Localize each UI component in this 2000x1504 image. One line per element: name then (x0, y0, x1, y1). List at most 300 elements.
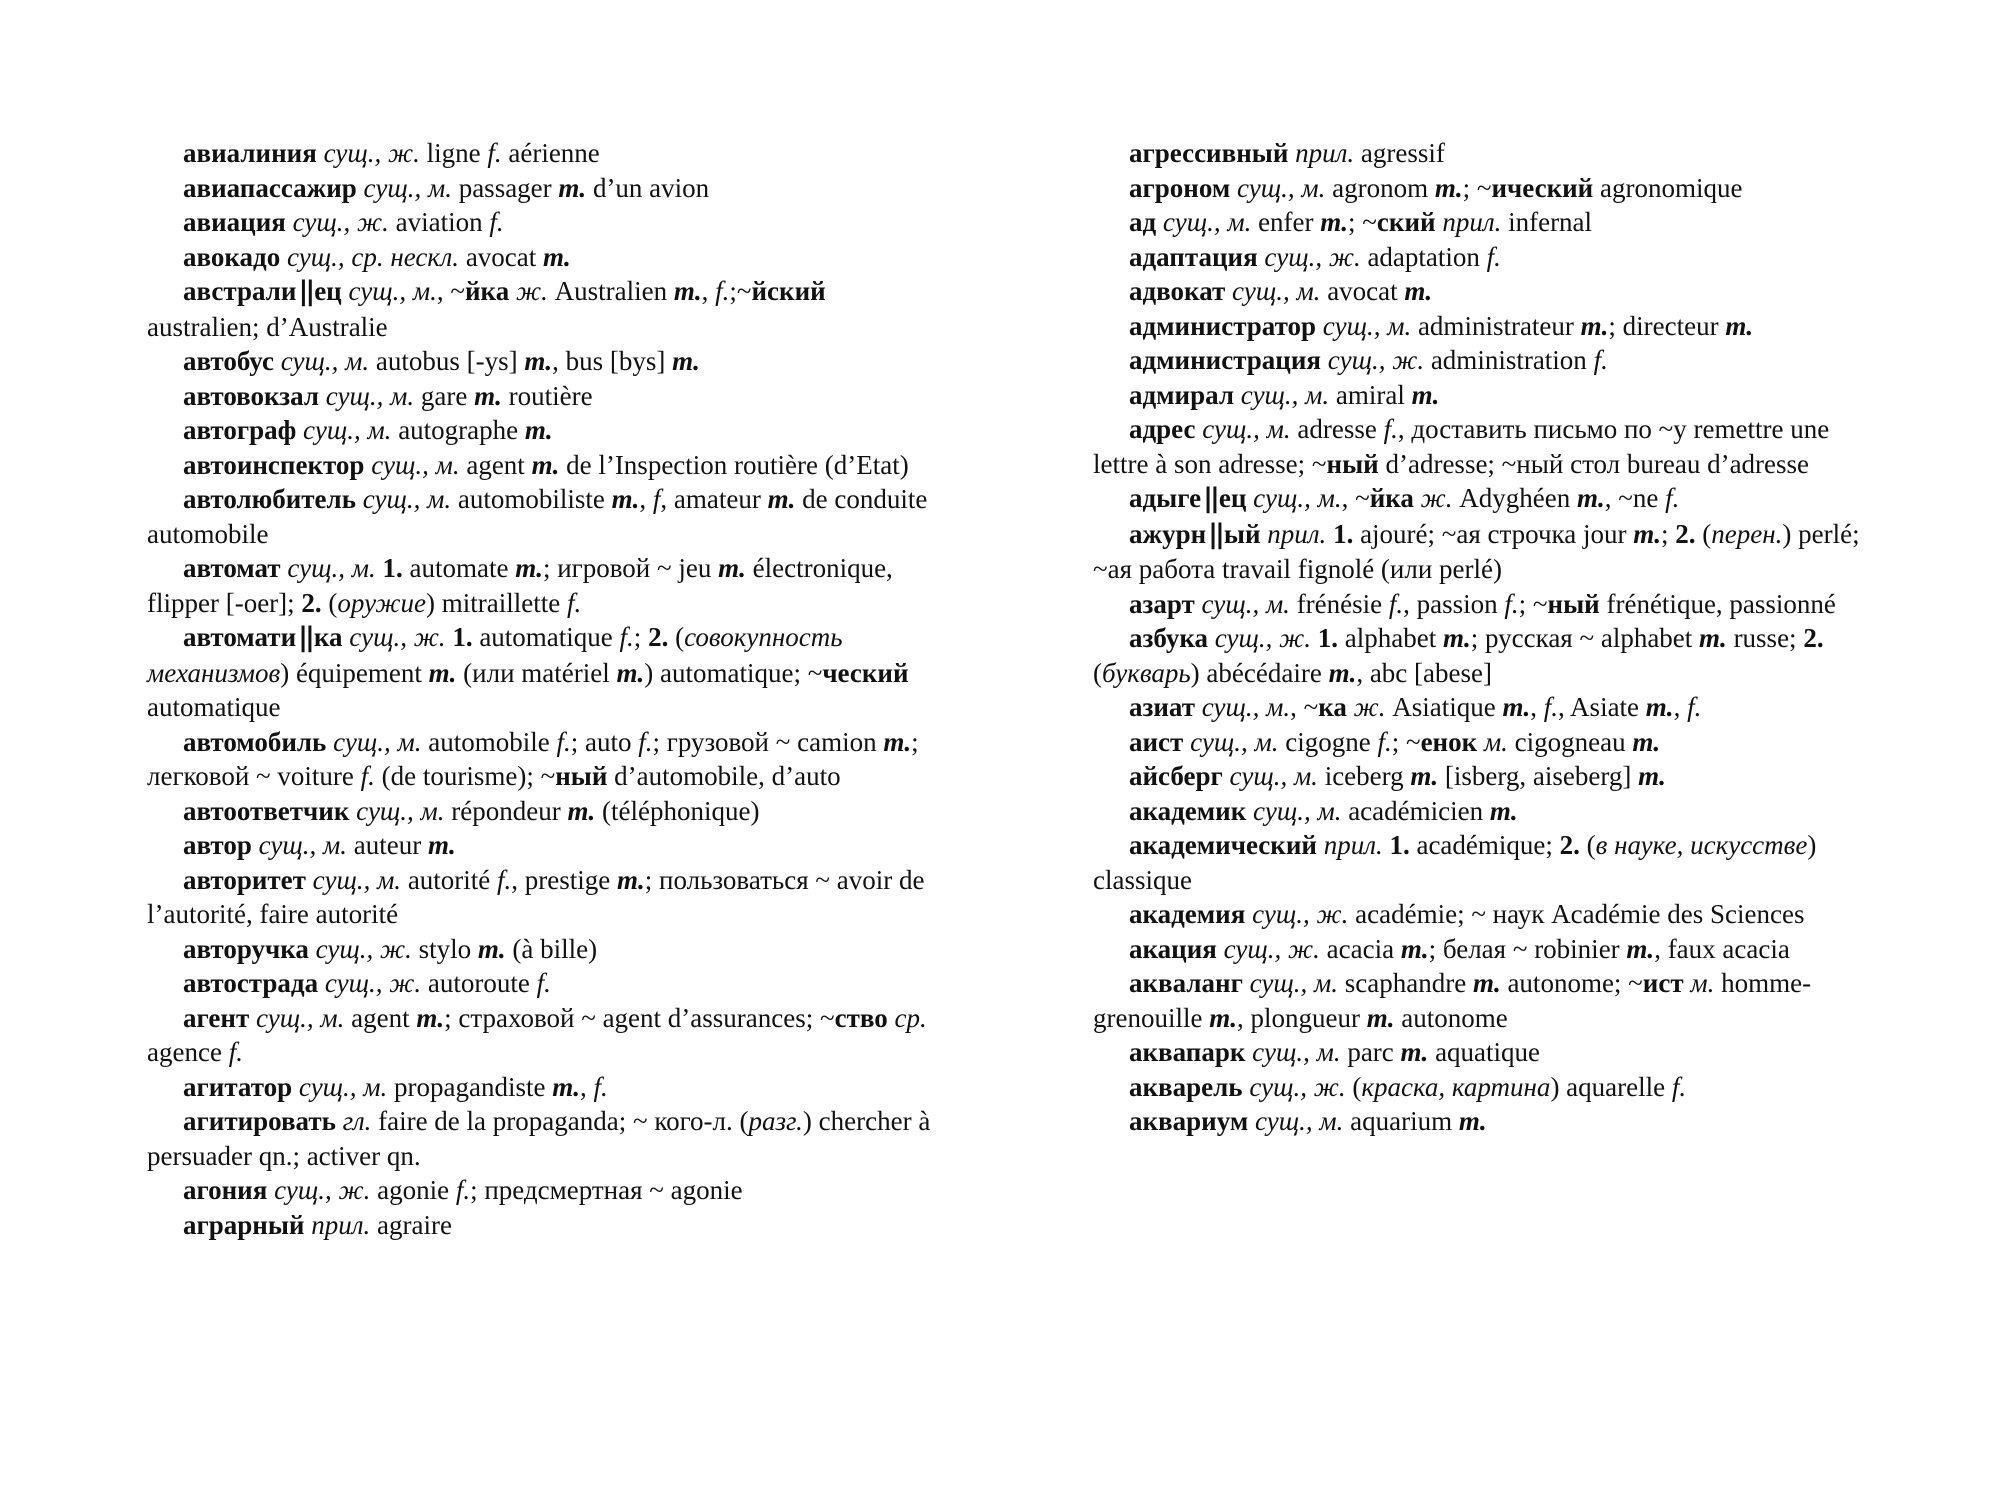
entry-text: ) aquarelle (1550, 1071, 1672, 1102)
entry-text: automatique (472, 622, 620, 652)
entry-text: прил. (1442, 207, 1502, 237)
entry-text: agronomique (1593, 172, 1743, 203)
entry-text: || (298, 622, 312, 653)
entry-text: сущ., м. (1249, 968, 1338, 998)
entry-text: m. (1366, 1002, 1395, 1033)
entry-text: енок (1420, 726, 1478, 757)
entry-text: сущ., ж. (1249, 1071, 1346, 1102)
entry-text: m. (1472, 968, 1501, 998)
entry-text (319, 381, 326, 411)
entry-text: гл. (342, 1106, 372, 1136)
entry-text (1311, 623, 1318, 653)
entry-text: ист (1642, 968, 1684, 998)
entry-text: m. (1400, 1037, 1429, 1067)
entry-text: académicien (1341, 795, 1490, 826)
entry-text: f. (638, 726, 653, 757)
dictionary-entry (147, 1173, 937, 1208)
headword: аквариум (1129, 1106, 1249, 1136)
entry-text: répondeur (444, 795, 568, 826)
entry-text: propagandiste (387, 1071, 553, 1102)
entry-text: ( (1695, 518, 1712, 549)
entry-text (280, 242, 287, 272)
entry-text: de l’Inspection routière (d’Etat) (559, 449, 909, 480)
entry-text: m. (1577, 483, 1605, 513)
dictionary-entry (147, 482, 937, 551)
dictionary-entry (147, 725, 937, 794)
entry-text: autorité (401, 864, 498, 895)
entry-text (1477, 727, 1484, 757)
entry-text: (à bille) (505, 933, 598, 964)
entry-text: passager (451, 172, 559, 203)
entry-text: agressif (1354, 138, 1445, 168)
entry-text: сущ., м. (1162, 207, 1252, 237)
entry-text: f. (497, 864, 512, 895)
entry-text: , amateur (660, 484, 768, 514)
entry-text: m. (1489, 795, 1518, 826)
entry-text: сущ., ж. (274, 1175, 371, 1205)
entry-text: ка (313, 622, 343, 652)
headword: акваланг (1129, 968, 1243, 998)
entry-text: f. (1687, 692, 1702, 722)
entry-text: f. (1671, 1071, 1687, 1102)
entry-text: f. (1377, 726, 1392, 757)
entry-text: сущ., м. (363, 172, 452, 203)
entry-text (336, 1106, 343, 1136)
entry-text: , доставить письмо по ~у remettre une lettre à son adresse; ~ (1093, 414, 1830, 479)
entry-text (1321, 345, 1328, 375)
entry-text: administration (1424, 345, 1594, 375)
entry-text (286, 207, 293, 237)
entry-text: , abc [abese] (1356, 657, 1492, 688)
entry-text: сущ., м. (1322, 310, 1412, 341)
entry-text: [isberg, aiseberg] (1438, 761, 1639, 791)
entry-text: ский (1376, 207, 1436, 237)
entry-text: , (1530, 692, 1544, 722)
headword: аист (1129, 726, 1184, 757)
entry-text: прил. (1295, 138, 1355, 168)
entry-text: autobus [-ys] (369, 346, 525, 376)
entry-text: ; игровой ~ jeu (542, 553, 719, 583)
entry-text: acacia (1319, 933, 1401, 964)
entry-text: ческий (822, 657, 909, 688)
entry-text: parc (1340, 1037, 1401, 1067)
entry-text: ец (314, 276, 342, 306)
entry-text: оружие (337, 587, 426, 618)
entry-text: f. (489, 207, 504, 237)
entry-text: сущ., м. (1253, 795, 1342, 826)
dictionary-entry (1093, 136, 1883, 171)
entry-text: сущ., м. (325, 380, 415, 411)
entry-text: f. (619, 622, 634, 652)
entry-text: ; пользоваться ~ avoir de l’autorité, faire autorité (147, 864, 925, 929)
entry-text: m. (524, 346, 553, 376)
entry-text: ; русская ~ alphabet (1470, 623, 1700, 653)
entry-text: m. (1400, 933, 1429, 964)
entry-text: сущ., м. (1236, 172, 1326, 203)
dictionary-entry (147, 240, 937, 275)
entry-text: m. (672, 346, 700, 376)
entry-text: f. (1388, 588, 1404, 619)
entry-text: ( (1093, 657, 1102, 688)
entry-text: m. (474, 380, 502, 411)
entry-text: m. (1328, 657, 1357, 688)
entry-text: australien; d’Australie (147, 311, 388, 342)
dictionary-entry (147, 136, 937, 171)
dictionary-entry (1093, 274, 1883, 309)
entry-text (1208, 623, 1215, 653)
entry-text: сущ., ж. (315, 933, 412, 964)
entry-text: сущ., ж. (292, 207, 389, 237)
headword: автомат (183, 553, 281, 583)
entry-text: m. (1725, 310, 1754, 341)
entry-text: m. (1632, 726, 1661, 757)
entry-text: ный (1326, 448, 1379, 479)
entry-text: ajouré; ~ая строчка jour (1353, 518, 1634, 549)
headword: авторитет (183, 864, 306, 895)
dictionary-entry (1093, 690, 1883, 725)
entry-text (309, 934, 316, 964)
entry-text (1234, 380, 1241, 410)
entry-text: avocat (1320, 276, 1405, 306)
entry-text: сущ., ср. нескл. (286, 241, 460, 272)
entry-text: сущ., м. (1253, 483, 1342, 513)
entry-text (252, 830, 259, 860)
entry-text: , plongueur (1236, 1002, 1367, 1033)
entry-text: сущ., м. (371, 449, 460, 480)
headword: аквапарк (1129, 1037, 1246, 1067)
entry-text: , ~ne (1604, 483, 1666, 513)
dictionary-entry (147, 171, 937, 206)
entry-text: сущ., ж. (1252, 899, 1349, 929)
entry-text: agonie (370, 1175, 456, 1205)
entry-text: agent (459, 449, 532, 480)
headword: агент (183, 1002, 250, 1033)
dictionary-entry (147, 448, 937, 483)
entry-text: routière (501, 380, 593, 411)
headword: администрация (1129, 345, 1322, 375)
entry-text: m. (552, 1071, 581, 1102)
entry-text: m. (1580, 310, 1609, 341)
entry-text: m. (1209, 1002, 1237, 1033)
entry-text: || (1203, 483, 1217, 514)
entry-text: m. (1645, 692, 1674, 722)
entry-text: сущ., м. (1229, 761, 1318, 791)
entry-text (317, 138, 324, 168)
entry-text (509, 276, 516, 306)
entry-text: ; ~ (1518, 588, 1548, 619)
entry-text: сущ., ж. (1223, 933, 1320, 964)
entry-text (318, 968, 325, 998)
dictionary-entry (1093, 828, 1883, 897)
entry-text: сущ., ж. (1214, 623, 1312, 653)
entry-text: 2. (301, 587, 322, 618)
entry-text (1195, 589, 1202, 619)
dictionary-entry (147, 794, 937, 829)
entry-text (1217, 934, 1224, 964)
entry-text: f. (566, 587, 582, 618)
entry-text: cigogne (1278, 726, 1378, 757)
entry-text: , (580, 1071, 594, 1102)
entry-text: adresse (1290, 414, 1384, 444)
entry-text: m. (1502, 692, 1531, 722)
entry-text: ( (321, 587, 338, 618)
dictionary-entry (1093, 205, 1883, 240)
left-column (147, 136, 937, 1242)
entry-text: avocat (459, 241, 544, 272)
entry-text: , (1673, 692, 1688, 722)
headword: акварель (1129, 1071, 1243, 1102)
entry-text: сущ., м. (1232, 276, 1321, 306)
right-column (1093, 136, 1883, 1139)
entry-text: сущ., м. (348, 276, 437, 306)
entry-text: , prestige (511, 864, 618, 895)
entry-text: сущ., м. (298, 1071, 388, 1102)
entry-text: f. (455, 1175, 471, 1205)
entry-text: autonome (1394, 1002, 1508, 1033)
entry-text (1230, 173, 1237, 203)
dictionary-entry (1093, 412, 1883, 481)
entry-text: f. (1504, 588, 1519, 619)
entry-text (249, 1003, 256, 1033)
headword: академический (1129, 830, 1317, 860)
entry-text: alphabet (1338, 623, 1443, 653)
entry-text (1317, 830, 1324, 860)
entry-text: в науке, искусстве (1595, 830, 1808, 860)
entry-text (1223, 761, 1230, 791)
entry-text: йский (751, 276, 826, 306)
headword: авторучка (183, 933, 309, 964)
dictionary-entry (1093, 1035, 1883, 1070)
entry-text: ; ~ (1391, 726, 1421, 757)
dictionary-entry (147, 828, 937, 863)
entry-text: сущ., м. (1240, 379, 1330, 410)
entry-text: f. (1665, 483, 1680, 513)
dictionary-entry (147, 863, 937, 932)
headword: адаптация (1129, 241, 1258, 272)
entry-text: , (639, 484, 653, 514)
dictionary-entry (1093, 1104, 1883, 1139)
entry-text: m. (428, 657, 457, 688)
entry-text: ( (668, 622, 685, 652)
headword: агония (183, 1175, 268, 1205)
entry-text: d’un avion (586, 172, 710, 203)
entry-text: agent (344, 1002, 417, 1033)
entry-text: сущ., м. (1201, 588, 1290, 619)
entry-text: ( (1345, 1071, 1362, 1102)
entry-text: 1. (1389, 830, 1410, 860)
entry-text: aquatique (1428, 1037, 1541, 1067)
entry-text: 2. (1559, 830, 1580, 860)
entry-text: , faux acacia (1654, 933, 1790, 964)
headword: автоинспектор (183, 449, 365, 480)
entry-text: ство (834, 1002, 888, 1033)
entry-text: d’automobile, d’auto (607, 761, 841, 791)
dictionary-entry (147, 344, 937, 379)
entry-text: ж. (1353, 692, 1386, 722)
headword: адыге (1129, 483, 1202, 513)
entry-text: ; ~ (1348, 207, 1377, 237)
entry-text: сущ., м. (258, 830, 347, 860)
entry-text: сущ., м. (362, 484, 452, 514)
entry-text: Australien (547, 276, 674, 306)
entry-text: сущ., ж. (1327, 345, 1425, 375)
entry-text: de conduite automobile (147, 484, 928, 549)
entry-text: сущ., м. (280, 346, 370, 376)
entry-text: agence (147, 1037, 229, 1067)
entry-text: , (701, 276, 716, 306)
entry-text: f (652, 484, 661, 514)
entry-text: ический (1491, 172, 1594, 203)
entry-text: 1. (1317, 623, 1339, 653)
entry-text: m. (1458, 1106, 1487, 1136)
dictionary-entry (147, 1001, 937, 1070)
entry-text: сущ., м. (287, 553, 376, 583)
headword: азбука (1129, 623, 1208, 653)
entry-text: || (298, 276, 313, 307)
entry-text: Adyghéen (1452, 483, 1577, 513)
headword: акация (1129, 933, 1217, 964)
entry-text: gare (414, 380, 475, 411)
entry-text: auteur (347, 830, 428, 860)
entry-text: ; легковой ~ voiture (147, 726, 919, 791)
entry-text: m. (611, 484, 640, 514)
entry-text: agraire (370, 1209, 452, 1240)
entry-text: ) chercher à persuader qn.; activer qn. (147, 1106, 931, 1171)
entry-text: m. (427, 830, 456, 860)
entry-text: aquarium (1343, 1106, 1459, 1136)
headword: ад (1129, 207, 1157, 237)
entry-text: (de tourisme); ~ (374, 761, 556, 791)
headword: автомати (183, 622, 297, 652)
entry-text: сущ., м. (255, 1002, 345, 1033)
entry-text: m. (524, 415, 553, 445)
headword: автобус (183, 346, 274, 376)
entry-text (1414, 483, 1421, 513)
entry-text: f. (360, 761, 375, 791)
entry-text: сущ., ж. (349, 622, 446, 652)
headword: адмирал (1129, 379, 1235, 410)
entry-text: , bus [bys] (552, 346, 673, 376)
entry-text: ный (1547, 588, 1600, 619)
entry-text: d’adresse; ~ный стол bureau d’adresse (1378, 448, 1810, 479)
entry-text: ) classique (1093, 830, 1817, 895)
entry-text: électronique, flipper [-oer]; (147, 553, 893, 618)
entry-text: 2. (1803, 623, 1824, 653)
entry-text: f. (228, 1037, 243, 1067)
entry-text: 1. (452, 622, 473, 652)
entry-text: homme-grenouille (1093, 968, 1812, 1033)
entry-text: сущ., м. (333, 726, 422, 757)
entry-text: m. (718, 553, 746, 583)
entry-text: automobiliste (451, 484, 612, 514)
entry-text: ; предсмертная ~ agonie (470, 1175, 743, 1205)
entry-text: сущ., ж. (324, 968, 422, 998)
entry-text (1316, 311, 1323, 341)
entry-text: Asiatique (1385, 692, 1503, 722)
entry-text: йка (465, 276, 510, 306)
entry-text: m. (1410, 761, 1439, 791)
entry-text (306, 865, 313, 895)
dictionary-entry (1093, 966, 1883, 1035)
entry-text: , Asiate (1558, 692, 1646, 722)
headword: автомобиль (183, 726, 327, 757)
entry-text: прил. (1323, 830, 1383, 860)
entry-text: ый (1223, 518, 1261, 549)
entry-text: m. (558, 172, 587, 203)
entry-text: stylo (411, 933, 478, 964)
entry-text: , ~ (1290, 692, 1319, 722)
entry-text: йка (1369, 483, 1414, 513)
entry-text: совокупность механизмов (147, 622, 843, 688)
entry-text: ж. (515, 276, 548, 306)
entry-text: ; directeur (1608, 310, 1726, 341)
entry-text: ; (633, 622, 649, 652)
entry-text: f. (715, 276, 730, 306)
headword: азарт (1129, 588, 1195, 619)
headword: авиация (183, 207, 286, 237)
entry-text: f. (1383, 414, 1398, 444)
entry-text: frénétique, passionné (1599, 588, 1836, 619)
entry-text: ;~ (729, 276, 752, 306)
headword: академик (1129, 795, 1247, 826)
entry-text (1243, 968, 1250, 998)
entry-text (274, 346, 281, 376)
entry-text: ный (555, 761, 608, 791)
dictionary-entry (1093, 481, 1883, 517)
dictionary-entry (1093, 343, 1883, 378)
dictionary-entry (147, 413, 937, 448)
entry-text: cigogneau (1507, 726, 1633, 757)
entry-text: autographe (391, 415, 525, 445)
entry-text: m. (1699, 623, 1727, 653)
entry-text: сущ., м. (356, 795, 445, 826)
entry-text: ец (1218, 483, 1247, 513)
dictionary-entry (147, 1208, 937, 1243)
entry-text: f. (593, 1071, 608, 1102)
entry-text: f. (556, 726, 571, 757)
dictionary-entry (147, 205, 937, 240)
entry-text: м. (1483, 726, 1508, 757)
entry-text: automobile (421, 726, 557, 757)
dictionary-entry (147, 932, 937, 967)
entry-text: перен. (1711, 518, 1783, 549)
entry-text: 2. (648, 622, 669, 652)
entry-text: m. (1638, 761, 1666, 791)
entry-text: iceberg (1317, 761, 1411, 791)
entry-text: ) perlé; ~ая работа travail fignolé (или perlé) (1093, 518, 1860, 584)
entry-text: russe; (1726, 623, 1804, 653)
headword: адвокат (1129, 276, 1226, 306)
entry-text: ) mitraillette (425, 587, 567, 618)
dictionary-entry (1093, 621, 1883, 690)
entry-text: m. (617, 864, 645, 895)
dictionary-entry (147, 966, 937, 1001)
entry-text: m. (477, 933, 506, 964)
headword: адрес (1129, 414, 1196, 444)
entry-text: automate (402, 553, 516, 583)
entry-text: m. (515, 553, 543, 583)
headword: аграрный (183, 1209, 305, 1240)
entry-text: сущ., м. (303, 415, 392, 445)
entry-text: сущ., м. (312, 864, 402, 895)
dictionary-entry (1093, 240, 1883, 275)
entry-text: frénésie (1289, 588, 1389, 619)
dictionary-entry (1093, 378, 1883, 413)
entry-text: administrateur (1411, 310, 1581, 341)
entry-text (1248, 1106, 1255, 1136)
headword: азиат (1129, 692, 1195, 722)
dictionary-entry (1093, 794, 1883, 829)
